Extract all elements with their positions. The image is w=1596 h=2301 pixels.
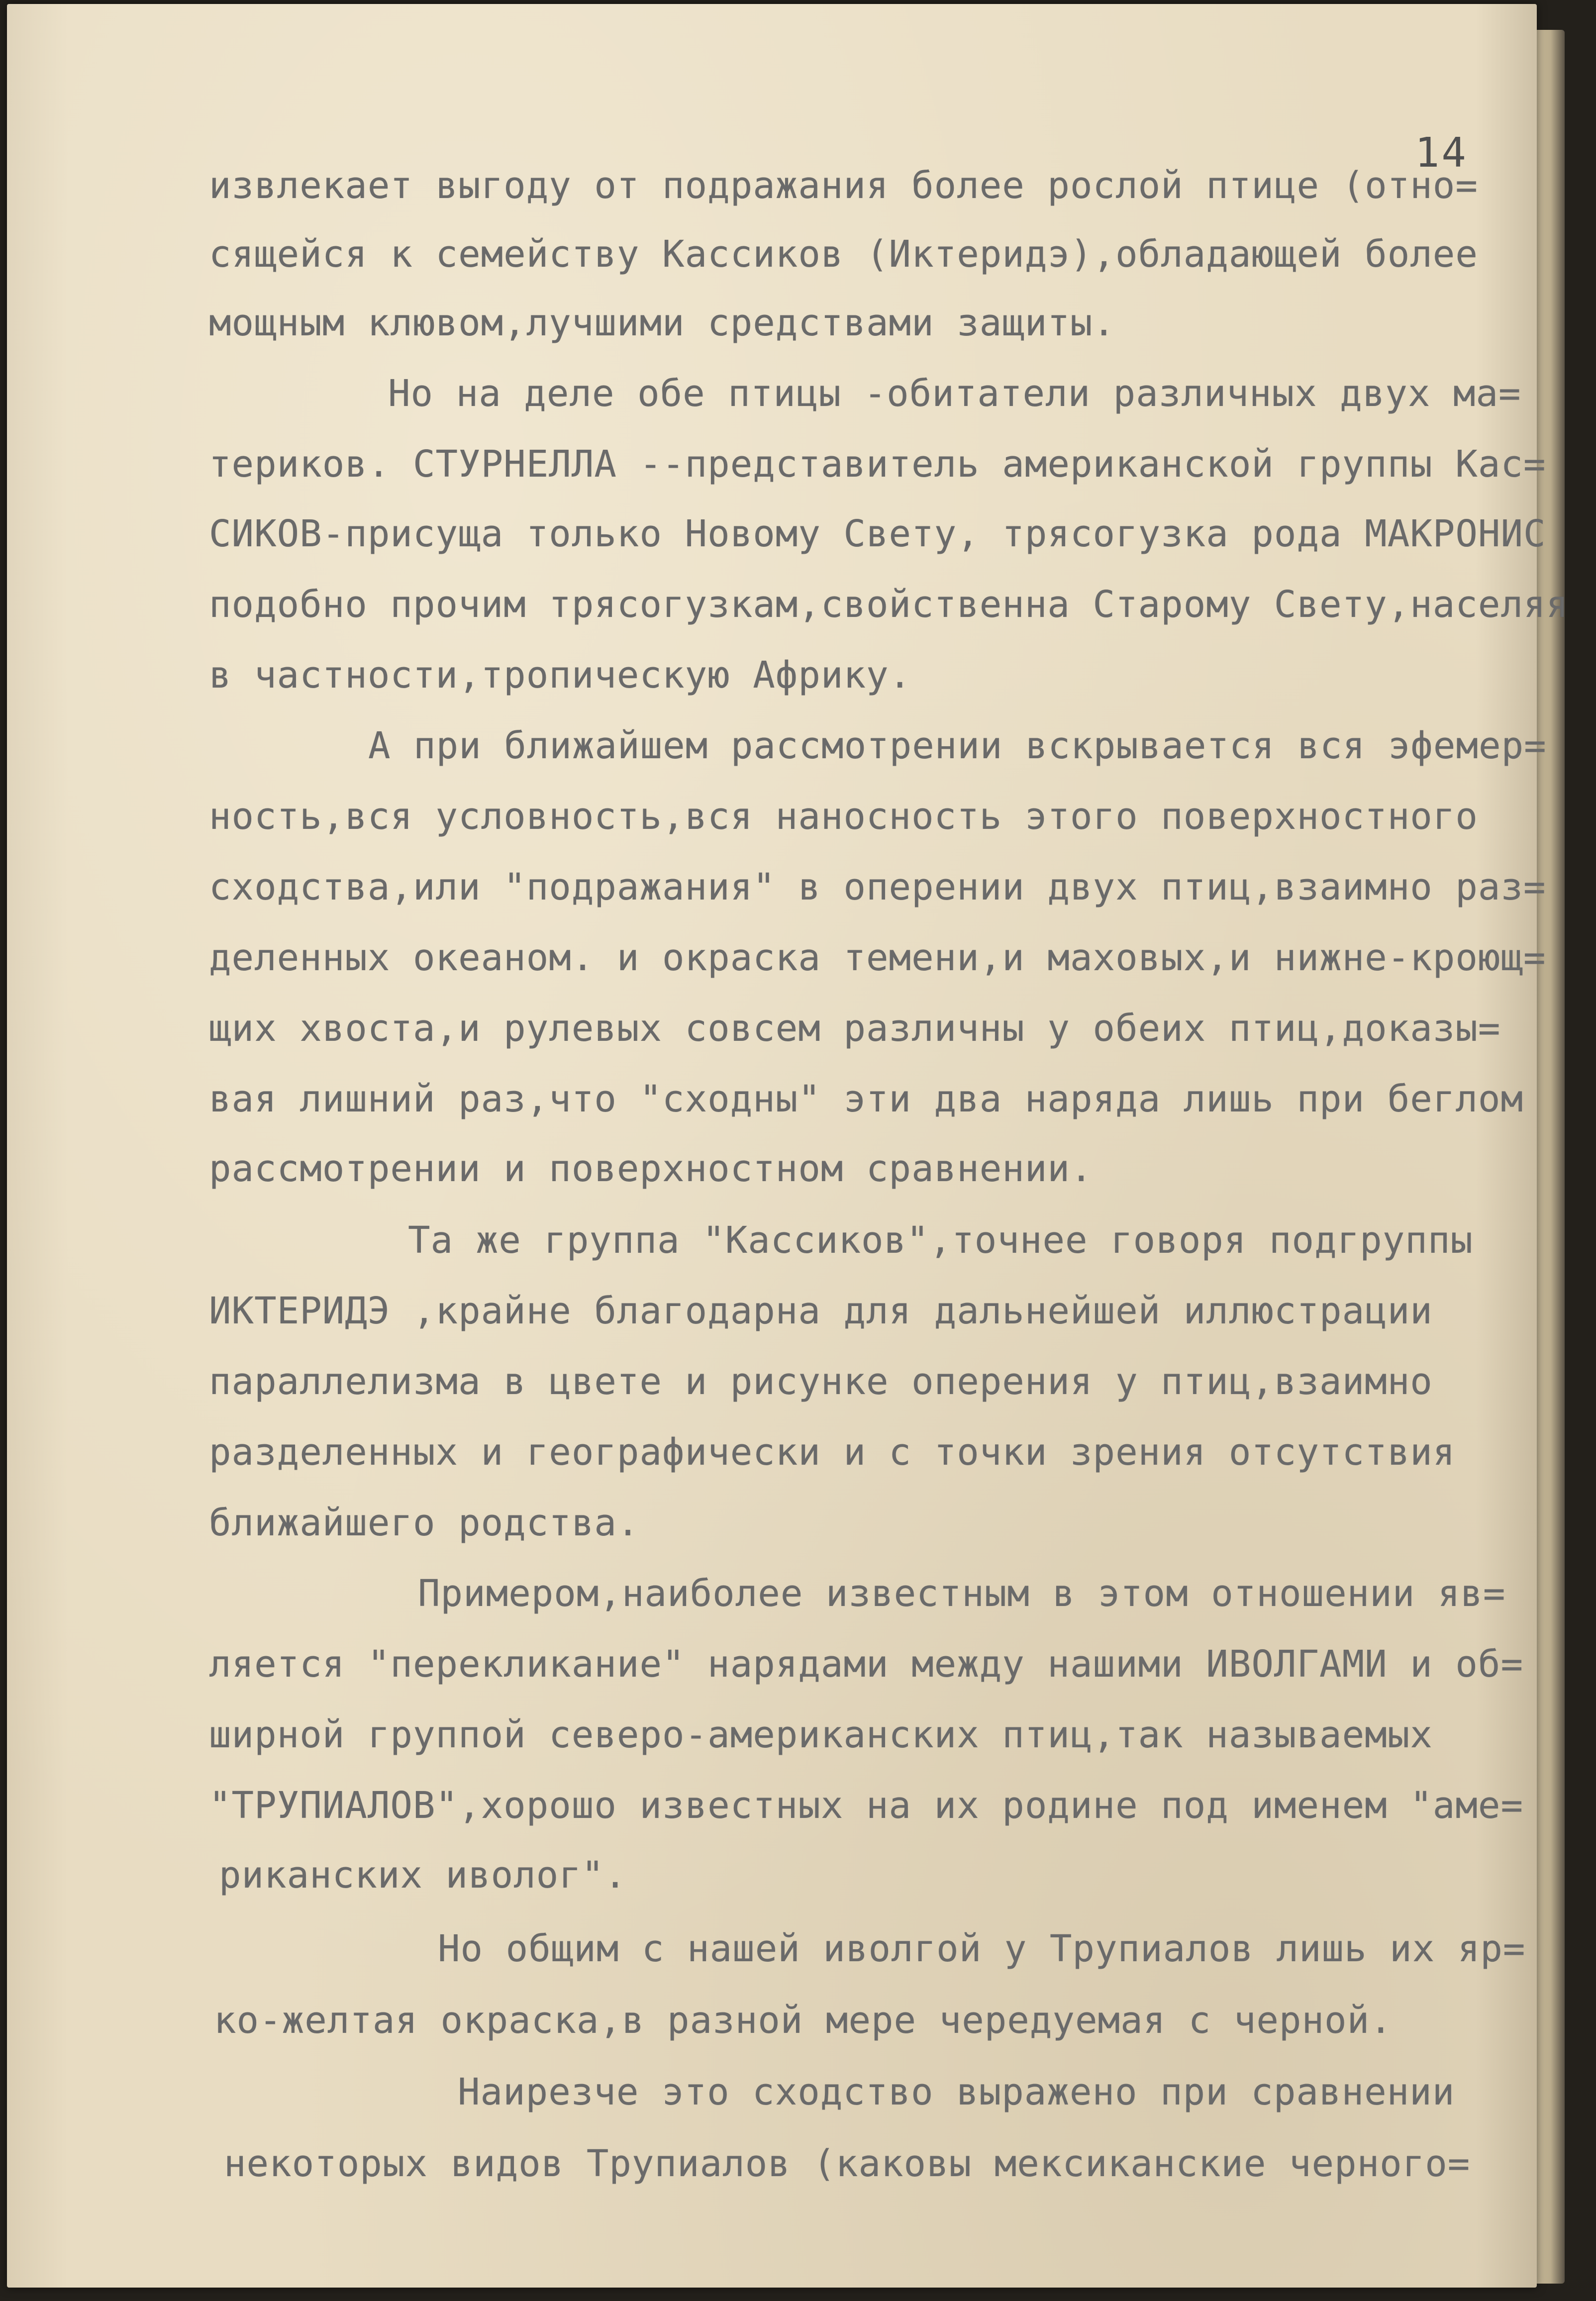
text-line: в частности,тропическую Африку. xyxy=(209,654,912,697)
text-line: извлекает выгоду от подражания более рослой птице (отно= xyxy=(209,164,1478,207)
text-line: Та же группа "Кассиков",точнее говоря подгруппы xyxy=(408,1219,1473,1262)
text-line: щих хвоста,и рулевых совсем различны у обеих птиц,доказы= xyxy=(209,1007,1501,1050)
text-line: разделенных и географически и с точки зрения отсутствия xyxy=(209,1431,1456,1474)
text-line: "ТРУПИАЛОВ",хорошо известных на их родине под именем "аме= xyxy=(209,1784,1524,1827)
text-line: Но на деле обе птицы -обитатели различных двух ма= xyxy=(388,372,1521,415)
text-line: рассмотрении и поверхностном сравнении. xyxy=(209,1147,1093,1190)
text-line: некоторых видов Трупиалов (каковы мексиканские черного= xyxy=(224,2142,1471,2185)
text-line: подобно прочим трясогузкам,свойственна Старому Свету,населяя xyxy=(209,583,1569,626)
text-line: ближайшего родства. xyxy=(209,1501,640,1544)
text-line: Примером,наиболее известным в этом отношении яв= xyxy=(418,1572,1506,1615)
text-line: сящейся к семейству Кассиков (Иктеридэ),обладающей более xyxy=(209,233,1478,276)
text-line: СИКОВ-присуща только Новому Свету, трясогузка рода МАКРОНИС xyxy=(209,512,1546,555)
text-line: ширной группой северо-американских птиц,так называемых xyxy=(209,1713,1433,1756)
text-line: ность,вся условность,вся наносность этого поверхностного xyxy=(209,795,1478,838)
text-line: териков. СТУРНЕЛЛА --представитель американской группы Кас= xyxy=(209,443,1546,486)
text-line: Наирезче это сходство выражено при сравнении xyxy=(458,2071,1455,2113)
text-line: ляется "перекликание" нарядами между нашими ИВОЛГАМИ и об= xyxy=(209,1643,1524,1686)
text-line: ко-желтая окраска,в разной мере чередуемая с черной. xyxy=(214,1999,1393,2042)
text-line: сходства,или "подражания" в оперении двух птиц,взаимно раз= xyxy=(209,866,1546,908)
text-line: Но общим с нашей иволгой у Трупиалов лишь их яр= xyxy=(438,1927,1526,1970)
text-line: вая лишний раз,что "сходны" эти два наряда лишь при беглом xyxy=(209,1078,1524,1120)
text-line: А при ближайшем рассмотрении вскрывается вся эфемер= xyxy=(368,724,1547,767)
text-line: деленных океаном. и окраска темени,и маховых,и нижне-кроющ= xyxy=(209,936,1546,979)
text-line: параллелизма в цвете и рисунке оперения у птиц,взаимно xyxy=(209,1360,1433,1403)
text-line: мощным клювом,лучшими средствами защиты. xyxy=(209,301,1116,344)
page-number: 14 xyxy=(1415,129,1468,177)
text-line: ИКТЕРИДЭ ,крайне благодарна для дальнейшей иллюстрации xyxy=(209,1290,1433,1332)
text-line: риканских иволог". xyxy=(219,1854,627,1897)
